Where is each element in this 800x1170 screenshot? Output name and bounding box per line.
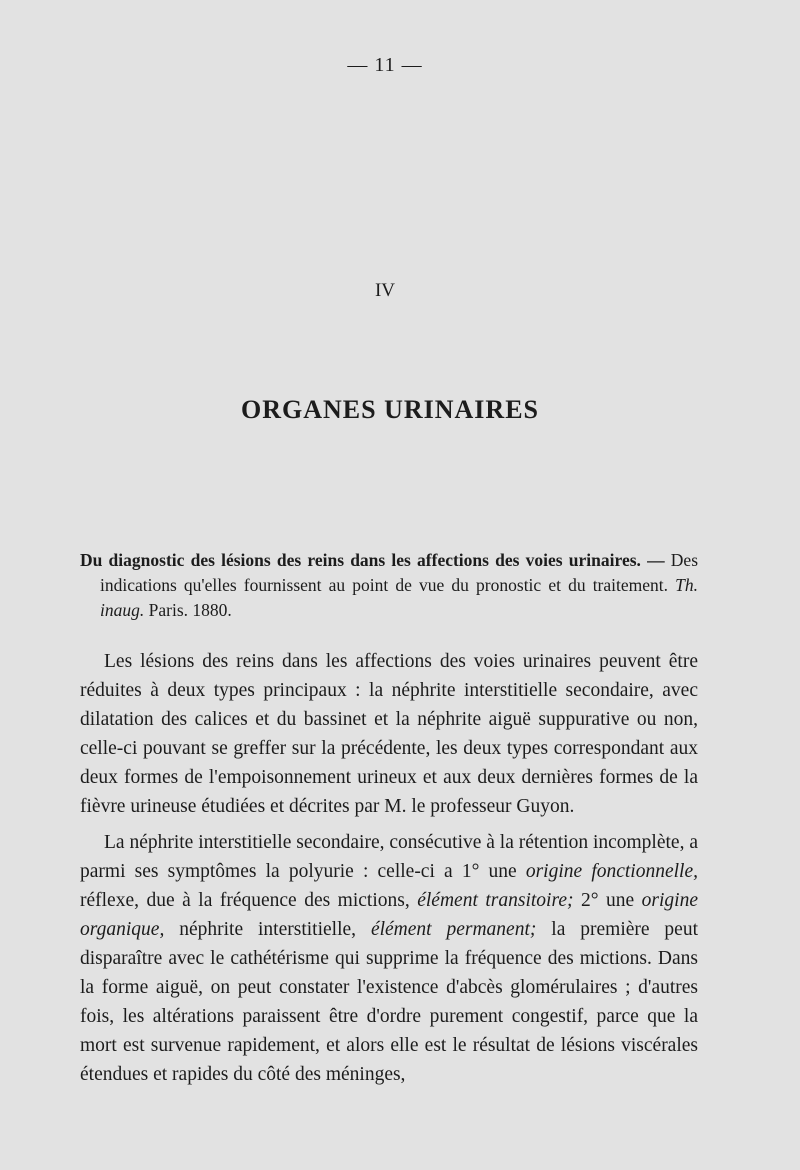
paragraph-2-part-2: réflexe, due à la fréquence des mictions, bbox=[80, 890, 418, 912]
thesis-journal: Th. inaug. bbox=[100, 575, 698, 620]
paragraph-2-italic-2: élément transitoire; bbox=[417, 890, 574, 912]
bleed-through-middle bbox=[90, 430, 710, 550]
bleed-through-top bbox=[90, 90, 710, 350]
thesis-reference bbox=[80, 548, 698, 623]
paragraph-2-italic-3: origine organique, bbox=[80, 890, 699, 941]
paragraph-2-part-5: la première peut disparaître avec le cathétérisme qui supprime la fréquence des mictions. Dans la forme aiguë, on peut constater l'existence d'abcès glomérulaires ; d'autres fois, les altérations paraissent être d'ordre purement congestif, parce que la mort est survenue rapidement, et alors elle est le résultat de lésions viscérales étendues et rapides du côté des méninges, bbox=[80, 919, 699, 1085]
thesis-citation bbox=[80, 548, 698, 623]
paragraph-2-italic-4: élément permanent; bbox=[370, 919, 537, 941]
paragraph-2 bbox=[80, 829, 698, 1089]
page-number: — 11 — bbox=[347, 54, 423, 76]
section-number: IV bbox=[374, 280, 396, 301]
chapter-title: ORGANES URINAIRES bbox=[241, 395, 539, 424]
thesis-subtitle: Des indications qu'elles fournissent au point de vue du pronostic et du traitement. bbox=[100, 550, 699, 595]
paragraph-2-part-1: La néphrite interstitielle secondaire, consécutive à la rétention incomplète, a parmi ses symptômes la polyurie : celle-ci a 1° une bbox=[80, 832, 698, 883]
body-text bbox=[80, 648, 698, 1098]
thesis-place-year: Paris. 1880. bbox=[148, 600, 232, 620]
paragraph-2-part-4: néphrite interstitielle, bbox=[164, 919, 371, 941]
paragraph-1: Les lésions des reins dans les affections des voies urinaires peuvent être réduites à deux types principaux : la néphrite interstitielle secondaire, avec dilatation des calices et du bassinet et la néphrite aiguë suppurative ou non, celle-ci pouvant se greffer sur la précédente, les deux types correspondant aux deux formes de l'empoisonnement urineux et aux deux dernières formes de la fièvre urineuse étudiées et décrites par M. le professeur Guyon. bbox=[80, 651, 698, 817]
paragraph-2-part-3: 2° une bbox=[573, 890, 642, 912]
paragraph-2-italic-1: origine fonctionnelle, bbox=[525, 861, 698, 883]
thesis-title: Du diagnostic des lésions des reins dans les affections des voies urinaires. — bbox=[80, 550, 665, 570]
